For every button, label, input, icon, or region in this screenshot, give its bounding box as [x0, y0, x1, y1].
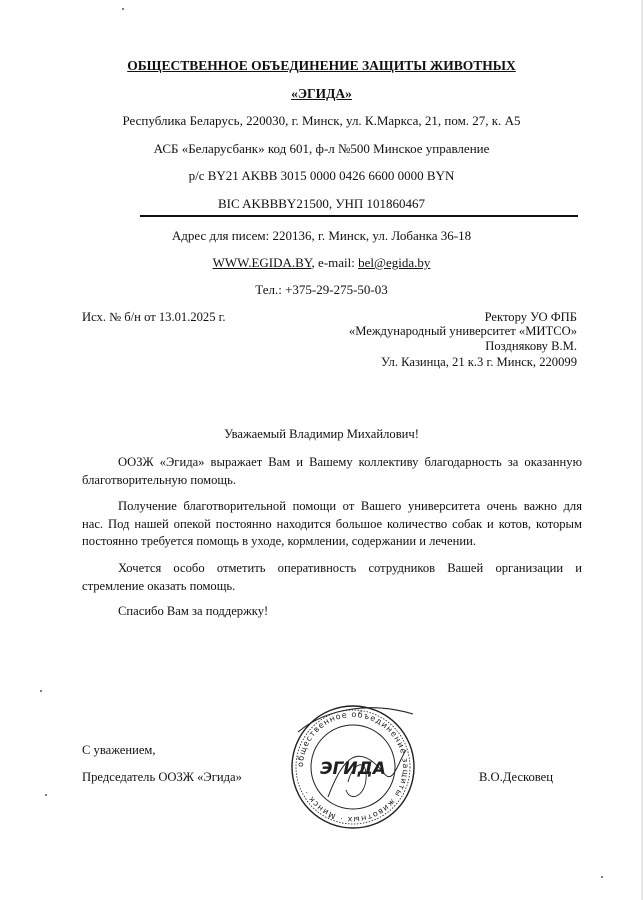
org-account: р/с BY21 AKBB 3015 0000 0426 6600 0000 BYN	[188, 168, 455, 183]
org-bank: АСБ «Беларусбанк» код 601, ф-л №500 Минское управление	[153, 141, 490, 156]
email-link[interactable]: bel@egida.by	[358, 255, 431, 270]
recipient-line4: Ул. Казинца, 21 к.3 г. Минск, 220099	[381, 355, 577, 369]
contacts-line	[0, 255, 643, 271]
paragraph-2	[82, 498, 582, 551]
organization-stamp	[288, 702, 418, 832]
scan-speck	[122, 8, 124, 10]
letterhead-divider	[140, 215, 578, 217]
paragraph-4-line1: Спасибо Вам за поддержку!	[118, 604, 269, 618]
outgoing-reference: Исх. № б/н от 13.01.2025 г.	[82, 310, 226, 324]
org-bic: BIC AKBBBY21500, УНП 101860467	[217, 196, 426, 211]
paragraph-2-line2: нас. Под нашей опекой постоянно находится большое количество собак и котов, которым	[82, 516, 582, 531]
paragraph-3-line1: Хочется особо отметить оперативность сотрудников Вашей организации и	[118, 561, 582, 575]
stamp-center-text: ЭГИДА	[320, 759, 386, 779]
phone: Тел.: +375-29-275-50-03	[255, 282, 388, 297]
paragraph-2-line1: Получение благотворительной помощи от Вашего университета очень важно для	[118, 499, 582, 513]
closing-regards: С уважением,	[82, 743, 156, 757]
scan-speck	[40, 690, 42, 692]
signer-position: Председатель ООЗЖ «Эгида»	[82, 770, 242, 784]
paragraph-2-line3: постоянно требуется помощь в уходе, кормлении, содержании и лечении.	[82, 534, 476, 548]
paragraph-1-line1: ООЗЖ «Эгида» выражает Вам и Вашему коллективу благодарность за оказанную	[118, 455, 582, 469]
recipient-line1: Ректору УО ФПБ	[484, 310, 577, 324]
org-name-line1: ОБЩЕСТВЕННОЕ ОБЪЕДИНЕНИЕ ЗАЩИТЫ ЖИВОТНЫХ	[127, 58, 516, 73]
paragraph-4	[82, 603, 582, 621]
email-label: , e-mail:	[311, 255, 359, 270]
paragraph-1-line2: благотворительную помощь.	[82, 472, 237, 487]
salutation: Уважаемый Владимир Михайлович!	[224, 427, 419, 441]
recipient-line3: Позднякову В.М.	[485, 339, 577, 353]
mail-address: Адрес для писем: 220136, г. Минск, ул. Лобанка 36-18	[171, 228, 472, 243]
signer-name: В.О.Десковец	[479, 770, 554, 784]
scan-speck	[45, 794, 47, 796]
stamp-ring-text: общественное объединение защиты животных · Минск ·	[295, 709, 411, 825]
recipient-line2: «Международный университет «МИТСО»	[348, 324, 577, 338]
scan-speck	[601, 876, 603, 878]
website-link[interactable]: WWW.EGIDA.BY	[212, 255, 312, 270]
paragraph-3-line2: стремление оказать помощь.	[82, 578, 236, 593]
org-address: Республика Беларусь, 220030, г. Минск, ул. К.Маркса, 21, пом. 27, к. А5	[122, 113, 521, 128]
org-name-line2: «ЭГИДА»	[291, 86, 352, 101]
paragraph-1	[82, 454, 582, 489]
paragraph-3	[82, 560, 582, 595]
